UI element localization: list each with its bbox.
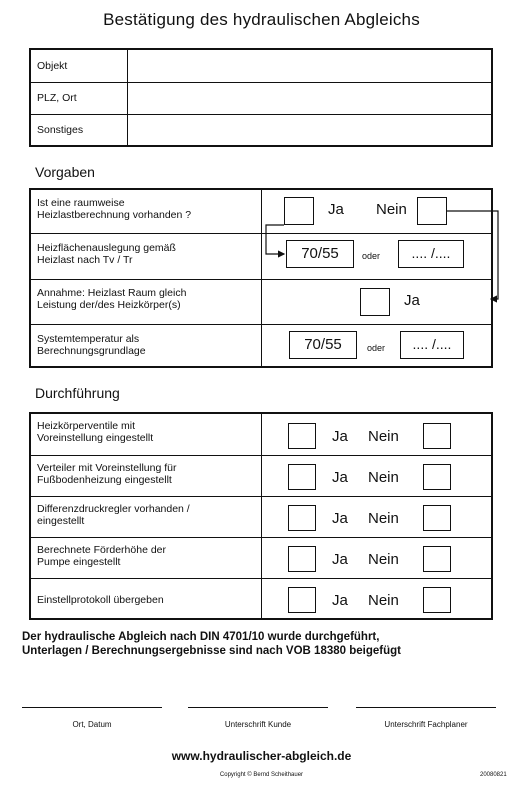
einstellprotokoll-ja-label: Ja <box>332 592 348 609</box>
document-title: Bestätigung des hydraulischen Abgleichs <box>103 10 420 29</box>
einstellprotokoll-nein-label: Nein <box>368 592 399 609</box>
vorgaben-row-3-text: Annahme: Heizlast Raum gleich Leistung der/des Heizkörper(s) <box>37 287 187 311</box>
durchfuehrung-heading: Durchführung <box>35 385 120 401</box>
nein-arrow <box>447 211 498 299</box>
kunde-signature-line[interactable] <box>188 707 328 708</box>
ort-datum-line[interactable] <box>22 707 162 708</box>
differenzdruck-nein-checkbox[interactable] <box>423 505 451 531</box>
fachplaner-signature-label: Unterschrift Fachplaner <box>384 720 468 729</box>
confirmation-statement: Der hydraulische Abgleich nach DIN 4701/10 wurde durchgeführt, Unterlagen / Berechnungsergebnisse sind nach VOB 18380 beigefügt <box>22 631 401 657</box>
tv-tr-value-box[interactable]: 70/55 <box>286 240 354 268</box>
website-url: www.hydraulischer-abgleich.de <box>171 749 352 763</box>
document-code: 20080821 <box>480 772 507 778</box>
heizkoerperventile-nein-checkbox[interactable] <box>423 423 451 449</box>
heizkoerperventile-nein-label: Nein <box>368 428 399 445</box>
annahme-ja-label: Ja <box>404 292 420 309</box>
vorgaben-heading: Vorgaben <box>35 164 95 180</box>
heizkoerperventile-ja-label: Ja <box>332 428 348 445</box>
einstellprotokoll-ja-checkbox[interactable] <box>288 587 316 613</box>
oder-label-2: oder <box>367 343 386 353</box>
tv-tr-alt-box[interactable]: .... /.... <box>398 240 464 268</box>
einstellprotokoll-nein-checkbox[interactable] <box>423 587 451 613</box>
verteiler-ja-checkbox[interactable] <box>288 464 316 490</box>
heizlast-nein-label: Nein <box>376 201 407 218</box>
sonstiges-label: Sonstiges <box>30 114 128 146</box>
ja-arrow <box>266 225 284 254</box>
systemtemp-value-box[interactable]: 70/55 <box>289 331 357 359</box>
durchfuehrung-row-2-text: Verteiler mit Voreinstellung für Fußbodenheizung eingestellt <box>37 462 177 486</box>
vorgaben-row-1-text: Ist eine raumweise Heizlastberechnung vorhanden ? <box>37 197 192 221</box>
durchfuehrung-row-5-text: Einstellprotokoll übergeben <box>37 594 164 606</box>
vorgaben-row-2-text: Heizflächenauslegung gemäß Heizlast nach Tv / Tr <box>37 242 176 266</box>
durchfuehrung-row-4-text: Berechnete Förderhöhe der Pumpe eingestellt <box>37 544 166 568</box>
differenzdruck-ja-label: Ja <box>332 510 348 527</box>
verteiler-ja-label: Ja <box>332 469 348 486</box>
differenzdruck-ja-checkbox[interactable] <box>288 505 316 531</box>
foerderhoehe-ja-checkbox[interactable] <box>288 546 316 572</box>
plz-ort-label: PLZ, Ort <box>30 82 128 114</box>
oder-label-1: oder <box>362 251 381 261</box>
heizkoerperventile-ja-checkbox[interactable] <box>288 423 316 449</box>
verteiler-nein-label: Nein <box>368 469 399 486</box>
vorgaben-row-4-text: Systemtemperatur als Berechnungsgrundlage <box>37 333 146 357</box>
durchfuehrung-row-3-text: Differenzdruckregler vorhanden / eingestellt <box>37 503 190 527</box>
copyright-notice: Copyright © Bernd Scheithauer <box>219 772 304 778</box>
differenzdruck-nein-label: Nein <box>368 510 399 527</box>
object-label: Objekt <box>30 49 128 82</box>
verteiler-nein-checkbox[interactable] <box>423 464 451 490</box>
durchfuehrung-row-1-text: Heizkörperventile mit Voreinstellung eingestellt <box>37 420 154 444</box>
fachplaner-signature-line[interactable] <box>356 707 496 708</box>
systemtemp-alt-box[interactable]: .... /.... <box>400 331 464 359</box>
foerderhoehe-nein-label: Nein <box>368 551 399 568</box>
ort-datum-label: Ort, Datum <box>72 720 112 729</box>
heizlast-ja-label: Ja <box>328 201 344 218</box>
kunde-signature-label: Unterschrift Kunde <box>224 720 292 729</box>
foerderhoehe-nein-checkbox[interactable] <box>423 546 451 572</box>
foerderhoehe-ja-label: Ja <box>332 551 348 568</box>
